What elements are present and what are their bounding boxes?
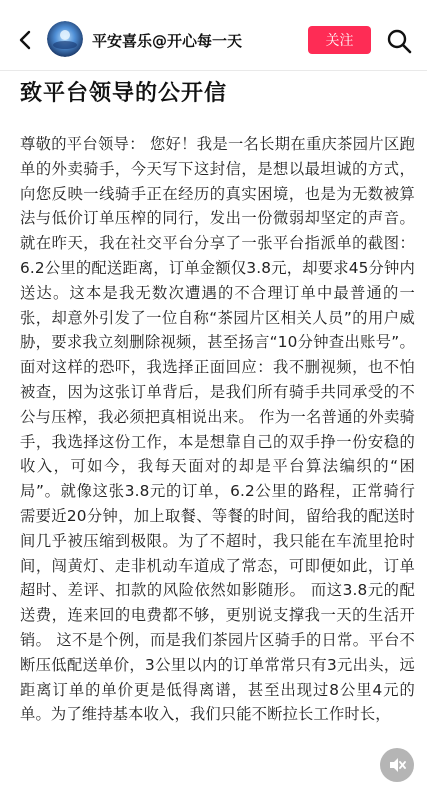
article [20,74,415,727]
header-divider [0,70,427,71]
article-title: 致平台领导的公开信 [20,81,228,106]
follow-button[interactable]: 关注 [308,26,371,54]
avatar[interactable] [47,21,83,57]
article-body: 尊敬的平台领导： 您好！我是一名长期在重庆茶园片区跑单的外卖骑手，今天写下这封信，是想以最坦诚的方式，向您反映一线骑手正在经历的真实困境，也是为无数被算法与低价订单压榨的同行，发出一份微弱却坚定的声音。 就在昨天，我在社交平台分享了一张平台指派单的截图：6.2公里的配送距离，订单金额仅3.8元，却要求45分钟内送达。这本是我无数次遭遇的不合理订单中最普通的一张，却意外引发了一位自称“茶园片区相关人员”的用户威胁，要求我立刻删除视频，甚至扬言“10分钟查出账号”。面对这样的恐吓，我选择正面回应：我不删视频，也不怕被查，因为这张订单背后，是我们所有骑手共同承受的不公与压榨，我必须把真相说出来。 作为一名普通的外卖骑手，我选择这份工作，本是想靠自己的双手挣一份安稳的收入，可如今，我每天面对的却是平台算法编织的“困局”。就像这张3.8元的订单，6.2公里的路程，正常骑行需要近20分钟，加上取餐、等餐的时间，留给我的配送时间几乎被压缩到极限。为了不超时，我只能在车流里抢时间，闯黄灯、走非机动车道成了常态，可即便如此，订单超时、差评、扣款的风险依然如影随形。 而这3.8元的配送费，连来回的电费都不够，更别说支撑我一天的生活开销。 这不是个例，而是我们茶园片区骑手的日常。平台不断压低配送单价，3公里以内的订单常常只有3元出头，远距离订单的单价更是低得离谱，甚至出现过8公里4元的单。为了维持基本收入，我们只能不断拉长工作时长， [20,135,415,724]
search-button[interactable] [385,27,413,55]
account-name[interactable]: 平安喜乐@开心每一天 [92,32,243,50]
back-button[interactable] [12,26,40,54]
muted-speaker-icon [387,755,407,775]
avatar-image [47,21,83,57]
top-bar [0,0,427,80]
search-icon [385,27,413,55]
chevron-left-icon [15,29,37,51]
sound-toggle-button[interactable] [380,748,414,782]
